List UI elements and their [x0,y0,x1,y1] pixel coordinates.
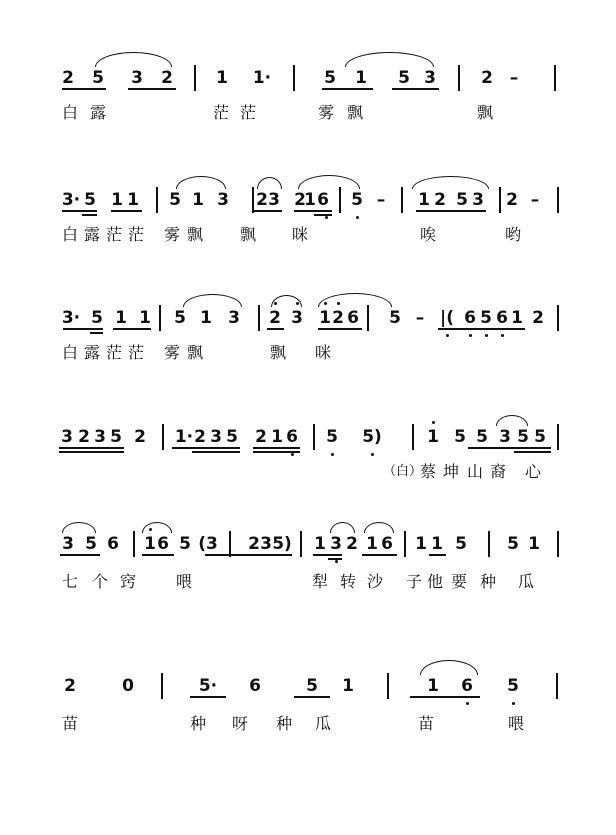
jianpu-note: 6 [381,534,393,554]
jianpu-note: 2 [64,676,76,696]
jianpu-note: 2 [506,190,518,210]
jianpu-note: 5 [326,427,338,447]
jianpu-note: 2 [248,534,260,554]
jianpu-note: 2 [332,308,344,328]
lyric-char: 白 [62,343,79,362]
jianpu-note: 3 [291,308,303,328]
duration-underline [60,554,100,556]
duration-underline [410,696,480,698]
jianpu-note: 6 [107,534,119,554]
jianpu-note: 5 [85,534,97,554]
jianpu-note: 3 [61,427,73,447]
jianpu-note: 1 [511,308,523,328]
jianpu-note: 3 [210,427,222,447]
jianpu-note: 2 [269,308,281,328]
duration-underline [59,447,124,449]
lyric-char: 茫 [213,103,230,122]
octave-dot [371,453,374,456]
duration-underline [113,328,151,330]
lyric-char: 窍 [120,572,137,591]
duration-underline [294,696,330,698]
jianpu-note: 0 [122,676,134,696]
duration-underline [172,447,240,449]
jianpu-note: 2 [255,427,267,447]
jianpu-note: 3 [131,68,143,88]
duration-underline [438,328,525,330]
duration-underline [322,88,373,90]
lyric-char: 喂 [508,714,525,733]
octave-dot [335,560,338,563]
lyric-char: 种 [480,572,497,591]
octave-dot [356,216,359,219]
jianpu-note: 1 [319,308,331,328]
jianpu-note: 1· [252,68,272,88]
jianpu-note: 1 [366,534,378,554]
jianpu-note: 5· [198,676,218,696]
duration-underline [90,332,103,334]
duration-underline [142,554,174,556]
barline [339,187,341,213]
barline [556,673,558,699]
duration-underline [514,451,551,453]
lyric-char: 个 [92,572,109,591]
slur [318,293,392,307]
duration-underline [128,88,176,90]
jianpu-note: 5 [456,190,468,210]
octave-dot [512,702,515,705]
lyric-char: 犁 [312,572,329,591]
octave-dot [331,453,334,456]
jianpu-note: – [509,68,519,88]
barline [161,673,163,699]
jianpu-note: 3 [94,427,106,447]
jianpu-note: 1 [431,534,443,554]
lyric-char: 种 [190,714,207,733]
jianpu-note: 5 [91,308,103,328]
lyric-char: 茫 [240,103,257,122]
duration-underline [253,210,282,212]
jianpu-note: 2 [532,308,544,328]
jianpu-note: 3 [499,427,511,447]
duration-underline [294,210,332,212]
jianpu-note: 5 [92,68,104,88]
jianpu-note: 5 [351,190,363,210]
lyric-char: 飘 [240,225,257,244]
barline [194,65,196,91]
jianpu-note: 1 [415,534,427,554]
jianpu-note: – [415,308,425,328]
jianpu-note: 1 [200,308,212,328]
jianpu-note: 2 [481,68,493,88]
lyric-char: 瓜 [315,714,332,733]
jianpu-note: 1 [427,427,439,447]
octave-dot [466,702,469,705]
barline [367,305,369,331]
barline [557,187,559,213]
lyric-char: 飘 [477,103,494,122]
jianpu-note: 3 [268,190,280,210]
octave-dot [432,421,435,424]
lyric-char: 飘 [347,103,364,122]
barline [499,187,501,213]
lyric-char: 白 [62,103,79,122]
octave-dot [501,334,504,337]
jianpu-note: 2 [78,427,90,447]
octave-dot [291,453,294,456]
duration-underline [190,696,226,698]
lyric-char: 苗 [62,714,79,733]
jianpu-note: 3 [228,308,240,328]
jianpu-note: 5) [362,427,382,447]
lyric-char: 蔡 [420,462,437,481]
jianpu-note: 5 [174,308,186,328]
jianpu-note: 2 [294,190,306,210]
duration-underline [62,210,97,212]
jianpu-note: 2 [134,427,146,447]
jianpu-note: 1 [528,534,540,554]
barline [133,531,135,557]
jianpu-note: 6 [286,427,298,447]
jianpu-note: 1 [111,190,123,210]
barline [557,531,559,557]
slur [298,175,360,189]
lyric-char: 喂 [176,572,193,591]
duration-underline [267,328,284,330]
jianpu-note: 1 [314,534,326,554]
jianpu-note: 1 [115,308,127,328]
slur [330,522,355,533]
jianpu-note: 1 [342,676,354,696]
jianpu-note: 1 [271,427,283,447]
jianpu-note: 3· [61,190,81,210]
jianpu-note: 1 [216,68,228,88]
jianpu-note: 5 [507,676,519,696]
jianpu-note: 1 [192,190,204,210]
duration-underline [362,554,397,556]
jianpu-note: 6 [317,190,329,210]
jianpu-note: 3 [260,534,272,554]
barline [412,424,414,450]
lyric-char: 心 [525,462,542,481]
lyric-char: 裔 [490,462,507,481]
jianpu-note: 3 [472,190,484,210]
slur [176,176,226,189]
jianpu-note: 1 [139,308,151,328]
lyric-char: 种 [276,714,293,733]
duration-underline [63,328,103,330]
jianpu-note: 5 [179,534,191,554]
octave-dot [469,334,472,337]
octave-dot [485,334,488,337]
barline [458,65,460,91]
jianpu-note: 5) [272,534,292,554]
jianpu-note: 5 [84,190,96,210]
lyric-char: 咪 [315,343,332,362]
slur [345,52,434,67]
jianpu-note: 1 [418,190,430,210]
lyric-char: 露 [84,225,101,244]
jianpu-note: 2 [194,427,206,447]
slur [62,522,96,533]
lyric-char: 唉 [420,225,437,244]
lyric-char: 露 [90,103,107,122]
slur [420,660,478,675]
lyric-char: 转 [340,572,357,591]
jianpu-note: 5 [110,427,122,447]
jianpu-note: – [530,190,540,210]
slur [412,176,489,189]
lyric-char: 茫 [128,225,145,244]
lyric-char: （白） [383,464,423,479]
lyric-char: 飘 [270,343,287,362]
slur [257,177,282,189]
duration-underline [497,447,551,449]
lyric-char: 茫 [106,343,123,362]
jianpu-note: 6 [249,676,261,696]
jianpu-note: 6 [464,308,476,328]
duration-underline [429,554,446,556]
duration-underline [253,447,300,449]
jianpu-note: 1 [427,676,439,696]
duration-underline [59,451,124,453]
jianpu-note: 3 [424,68,436,88]
lyric-char: 苗 [418,714,435,733]
barline [159,305,161,331]
jianpu-note: 2 [161,68,173,88]
lyric-char: 子 [406,572,423,591]
lyric-char: 飘 [187,225,204,244]
slur [95,52,172,67]
lyric-char: 飘 [187,343,204,362]
lyric-char: 沙 [367,572,384,591]
barline [300,531,302,557]
jianpu-note: 6 [347,308,359,328]
lyric-char: 露 [84,343,101,362]
jianpu-note: 6 [157,534,169,554]
lyric-char: 瓜 [518,572,535,591]
barline [554,65,556,91]
lyric-char: 雾 [318,103,335,122]
lyric-char: 哟 [505,225,522,244]
octave-dot [446,334,449,337]
jianpu-note: 1 [144,534,156,554]
lyric-char: 七 [62,572,79,591]
duration-underline [314,214,332,216]
lyric-char: 雾 [164,343,181,362]
barline [293,65,295,91]
jianpu-note: 5 [455,534,467,554]
jianpu-note: 5 [517,427,529,447]
barline [313,424,315,450]
jianpu-note: 5 [480,308,492,328]
jianpu-note: 5 [534,427,546,447]
lyric-char: 茫 [106,225,123,244]
jianpu-note: – [376,190,386,210]
jianpu-note: 5 [507,534,519,554]
jianpu-note: 1 [304,190,316,210]
duration-underline [192,451,240,453]
barline [557,305,559,331]
jianpu-note: 3 [330,534,342,554]
jianpu-note: 1 [127,190,139,210]
barline [387,673,389,699]
jianpu-note: 6 [496,308,508,328]
lyric-char: 茫 [128,343,145,362]
jianpu-note: 2 [256,190,268,210]
jianpu-note: 1 [355,68,367,88]
jianpu-note: (3 [198,534,218,554]
barline [488,531,490,557]
barline [401,187,403,213]
jianpu-note: 5 [306,676,318,696]
duration-underline [205,554,292,556]
duration-underline [313,554,342,556]
jianpu-note: 6 [461,676,473,696]
jianpu-note: 5 [476,427,488,447]
duration-underline [416,210,486,212]
barline [404,531,406,557]
duration-underline [318,328,362,330]
lyric-char: 他 [427,572,444,591]
lyric-char: 山 [467,462,484,481]
jianpu-note: 5 [169,190,181,210]
octave-dot [325,216,328,219]
lyric-char: 白 [62,225,79,244]
duration-underline [111,210,142,212]
jianpu-note: 2 [434,190,446,210]
jianpu-note: |( [440,308,454,328]
barline [258,305,260,331]
jianpu-note: 5 [398,68,410,88]
jianpu-note: 5 [324,68,336,88]
slur [183,294,242,307]
duration-underline [62,88,106,90]
duration-underline [392,88,439,90]
jianpu-note: 5 [226,427,238,447]
jianpu-note: 5 [389,308,401,328]
jianpu-note: 3 [62,534,74,554]
jianpu-note: 2 [346,534,358,554]
slur [364,522,394,533]
slur [496,415,528,426]
jianpu-note: 5 [454,427,466,447]
duration-underline [82,214,97,216]
barline [156,187,158,213]
lyric-char: 咪 [292,225,309,244]
jianpu-note: 1· [174,427,194,447]
lyric-char: 雾 [164,225,181,244]
jianpu-note: 3 [217,190,229,210]
jianpu-note: 2 [62,68,74,88]
lyric-char: 要 [451,572,468,591]
lyric-char: 呀 [232,714,249,733]
jianpu-note: 3· [61,308,81,328]
slur [271,295,302,307]
barline [162,424,164,450]
lyric-char: 坤 [443,462,460,481]
slur [142,522,172,533]
barline [557,424,559,450]
